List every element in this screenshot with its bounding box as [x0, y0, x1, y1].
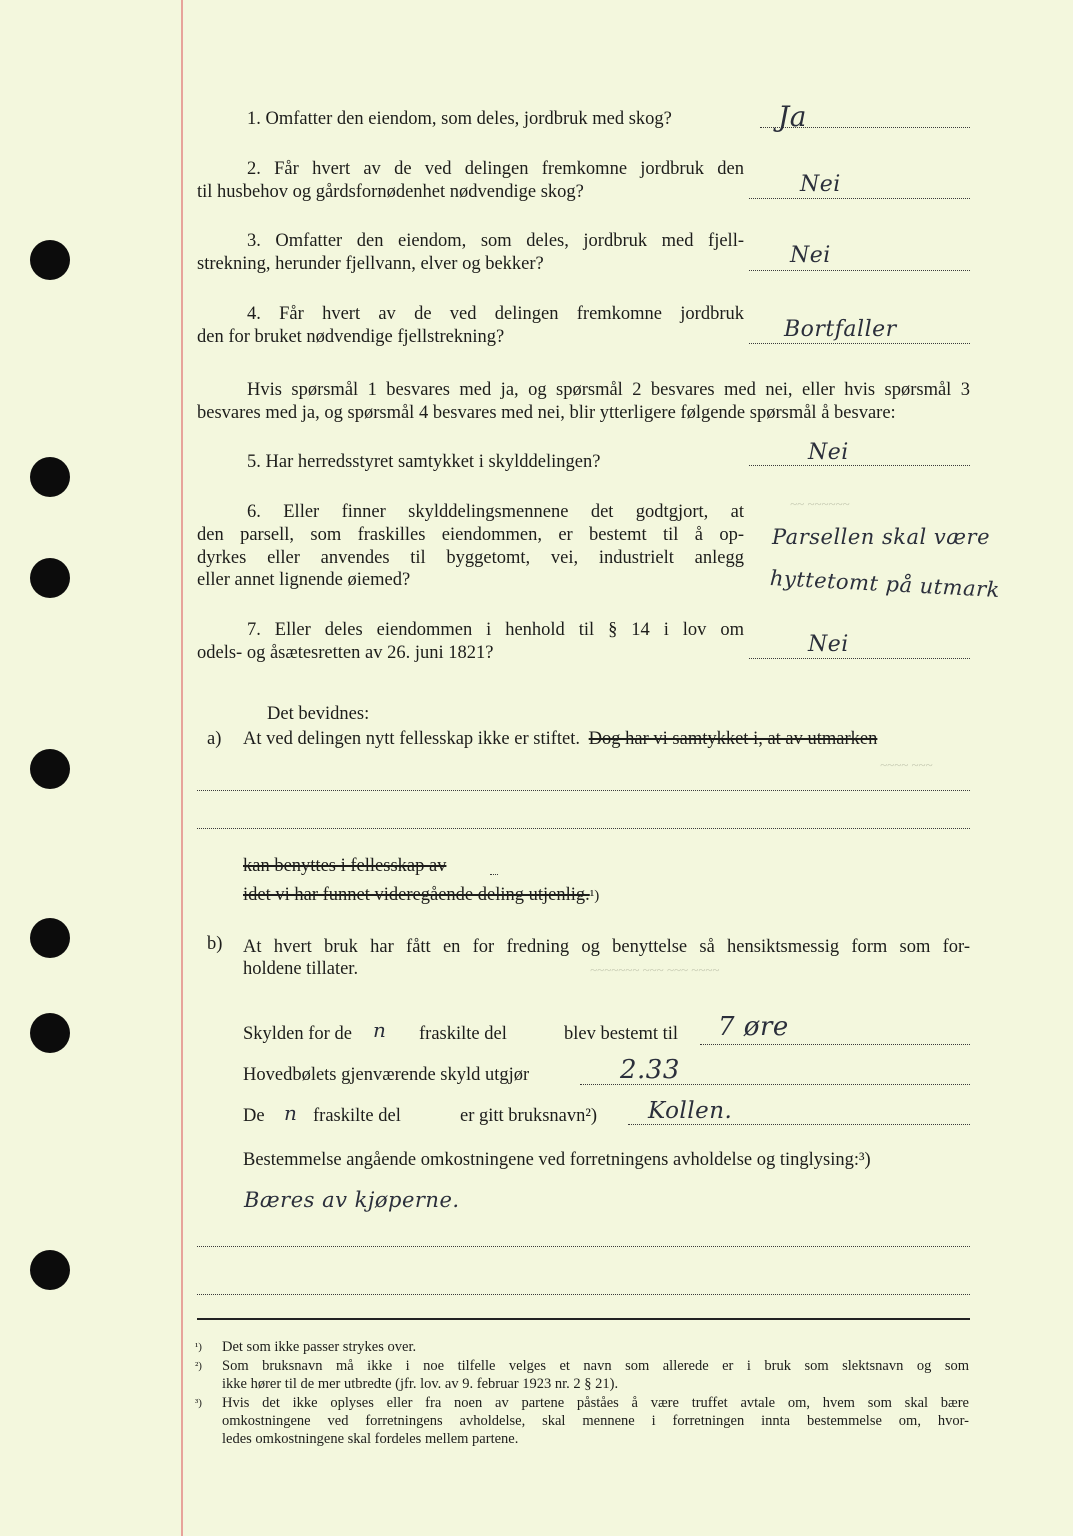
question-6-line-1: 6. Eller finner skylddelingsmennene det godtgjort, at [247, 502, 744, 522]
certify-a-text [243, 729, 877, 750]
answer-3: Nei [790, 243, 831, 268]
answer-7: Nei [808, 632, 849, 657]
question-4-line-2: den for bruket nødvendige fjellstrekning? [197, 327, 505, 347]
footnote-marker: ¹) [195, 1341, 202, 1353]
footnote-separator [197, 1318, 970, 1320]
answer-5: Nei [808, 440, 849, 465]
certify-b-line-2: holdene tillater. [243, 959, 359, 979]
struck-line-fill [490, 874, 498, 875]
footnote-text: Hvis det ikke oplyses eller fra noen av partene påståes å være truffet avtale om, hvem som skal bære [222, 1395, 969, 1411]
skyld-value: 7 øre [718, 1012, 789, 1042]
punch-hole [30, 918, 70, 958]
blank-line [197, 790, 970, 791]
skyld-label-1: Skylden for de [243, 1024, 352, 1044]
question-2-line-2: til husbehov og gårdsfornødenhet nødvendige skog? [197, 182, 584, 202]
certify-b-marker: b) [207, 934, 223, 954]
footnote-ref-1: ¹) [589, 888, 600, 904]
question-6-line-3: dyrkes eller anvendes til byggetomt, vei, industrielt anlegg [197, 548, 744, 568]
hoved-label: Hovedbølets gjenværende skyld utgjør [243, 1065, 530, 1085]
bruk-label-2: fraskilte del [313, 1106, 401, 1126]
hoved-value: 2.33 [620, 1055, 680, 1085]
punch-hole [30, 457, 70, 497]
answer-1: Ja [778, 100, 807, 133]
footnote-text: ikke hører til de mer utbredte (jfr. lov. av 9. februar 1923 nr. 2 § 21). [222, 1376, 619, 1392]
struck-line-2 [243, 885, 599, 906]
answer-6-line-1: Parsellen skal være [772, 525, 990, 549]
skyld-label-3: blev bestemt til [564, 1024, 679, 1044]
answer-line-3 [749, 270, 970, 271]
struck-line-1: kan benyttes i fellesskap av [243, 856, 447, 876]
bruk-value: Kollen. [648, 1098, 733, 1124]
answer-6-line-2: hyttetomt på utmark [769, 566, 1001, 603]
certify-a-struck: Dog har vi samtykket i, at av utmarken [588, 729, 878, 749]
question-3-line-1: 3. Omfatter den eiendom, som deles, jordbruk med fjell- [247, 231, 744, 251]
footnote-2 [197, 1357, 969, 1393]
footnote-text: omkostningene ved forretningens avholdelse, skal mennene i forretningen innta bestemmelse om, hvor- [222, 1413, 969, 1429]
answer-4: Bortfaller [784, 317, 897, 342]
skyld-handwritten-suffix: n [373, 1018, 387, 1042]
footnote-text: Som bruksnavn må ikke i noe tilfelle velges et navn som allerede er i bruk som slektsnavn og som [222, 1358, 969, 1374]
margin-rule [181, 0, 183, 1536]
question-4-line-1: 4. Får hvert av de ved delingen fremkomne jordbruk [247, 304, 744, 324]
question-6-line-4: eller annet lignende øiemed? [197, 570, 411, 590]
footnote-1 [197, 1338, 969, 1356]
condition-line-2: besvares med ja, og spørsmål 4 besvares med nei, blir ytterligere følgende spørsmål å besvare: [197, 403, 896, 423]
bruk-handwritten-suffix: n [284, 1101, 298, 1125]
answer-2: Nei [800, 172, 841, 197]
question-7-line-2: odels- og åsætesretten av 26. juni 1821? [197, 643, 494, 663]
punch-hole [30, 1013, 70, 1053]
question-5: 5. Har herredsstyret samtykket i skylddelingen? [247, 452, 601, 472]
question-7-line-1: 7. Eller deles eiendommen i henhold til § 14 i lov om [247, 620, 744, 640]
omk-value: Bæres av kjøperne. [244, 1188, 460, 1212]
question-3-line-2: strekning, herunder fjellvann, elver og bekker? [197, 254, 544, 274]
certify-a-marker: a) [207, 729, 222, 749]
struck-line-2-text: idet vi har funnet videregående deling utjenlig. [243, 885, 590, 905]
punch-hole [30, 749, 70, 789]
bruk-label-3: er gitt bruksnavn²) [460, 1106, 598, 1126]
footnote-marker: ²) [195, 1360, 202, 1372]
question-6-line-2: den parsell, som fraskilles eiendommen, er bestemt til å op- [197, 525, 744, 545]
footnote-text: Det som ikke passer strykes over. [222, 1339, 417, 1355]
punch-hole [30, 558, 70, 598]
show-through-text: ~~ ~~~~~~ [790, 496, 850, 511]
bruk-label-1: De [243, 1106, 265, 1126]
question-2-line-1: 2. Får hvert av de ved delingen fremkomne jordbruk den [247, 159, 744, 179]
skyld-value-line [700, 1044, 970, 1045]
show-through-text: ~~~~~~~ ~~~ ~~~ ~~~~ [590, 962, 720, 977]
certify-b-line-1: At hvert bruk har fått en for fredning og benyttelse så hensiktsmessig form som for- [243, 937, 970, 957]
certify-heading: Det bevidnes: [267, 704, 370, 724]
answer-line-7 [749, 658, 970, 659]
footnote-marker: ³) [195, 1397, 202, 1409]
bruk-value-line [628, 1124, 970, 1125]
skyld-label-2: fraskilte del [419, 1024, 507, 1044]
blank-line [197, 828, 970, 829]
answer-line-5 [749, 465, 970, 466]
answer-line-4 [749, 343, 970, 344]
punch-hole [30, 1250, 70, 1290]
footnote-text: ledes omkostningene skal fordeles mellem partene. [222, 1431, 519, 1447]
footnote-3 [197, 1394, 969, 1448]
question-1: 1. Omfatter den eiendom, som deles, jordbruk med skog? [247, 109, 672, 129]
punch-hole [30, 240, 70, 280]
certify-a-main: At ved delingen nytt fellesskap ikke er stiftet. [243, 729, 581, 749]
blank-line [197, 1246, 970, 1247]
omk-label: Bestemmelse angående omkostningene ved forretningens avholdelse og tinglysing:³) [243, 1150, 871, 1170]
blank-line [197, 1294, 970, 1295]
condition-line-1: Hvis spørsmål 1 besvares med ja, og spørsmål 2 besvares med nei, eller hvis spørsmål 3 [247, 380, 970, 400]
show-through-text: ~~~~ ~~~ [880, 757, 933, 772]
answer-line-2 [749, 198, 970, 199]
